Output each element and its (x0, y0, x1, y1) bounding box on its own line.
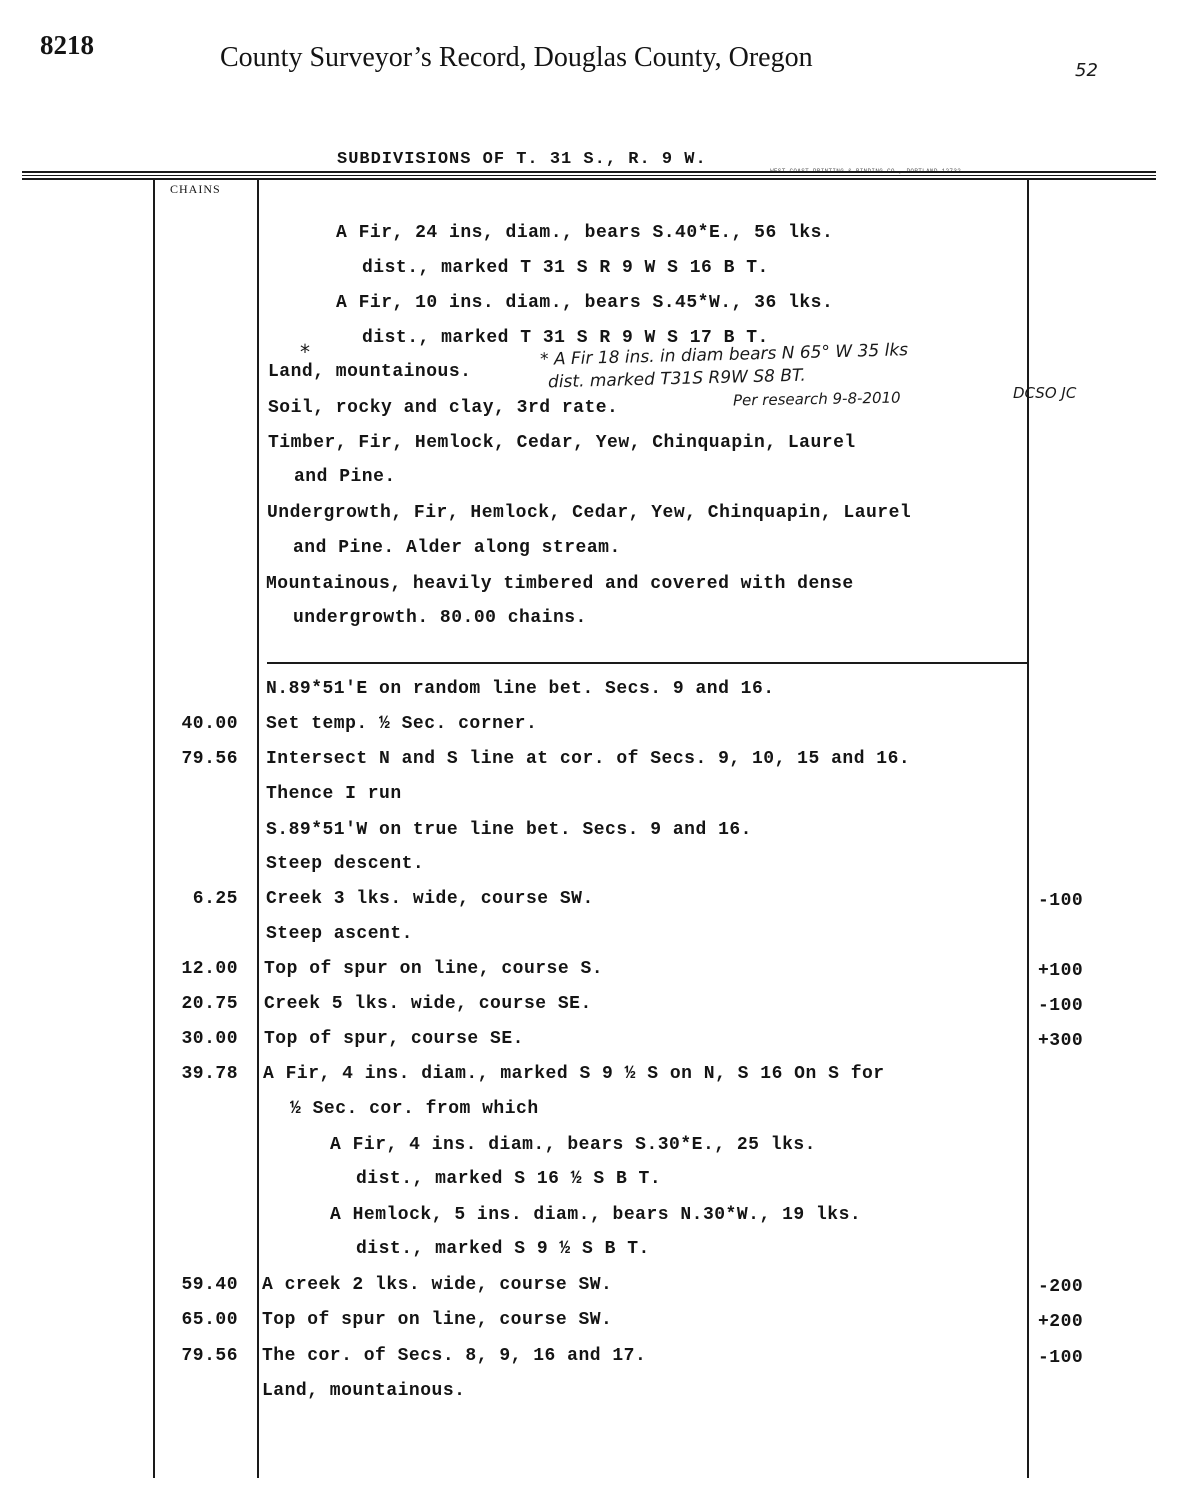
entry-chains: 79.56 (181, 1346, 238, 1366)
top-rule-2 (22, 175, 1156, 176)
upper-entry: Undergrowth, Fir, Hemlock, Cedar, Yew, Chinquapin, Laurel (267, 503, 912, 523)
section-divider (267, 662, 1029, 664)
entry-text: Creek 3 lks. wide, course SW. (266, 889, 594, 909)
entry-elevation: -200 (1038, 1277, 1084, 1297)
entry-elevation: +300 (1038, 1031, 1084, 1051)
entry-text: A Fir, 4 ins. diam., bears S.30*E., 25 lks. (330, 1135, 816, 1155)
entry-chains: 65.00 (181, 1310, 238, 1330)
section-heading: SUBDIVISIONS OF T. 31 S., R. 9 W. (337, 150, 707, 169)
top-rule-1 (22, 171, 1156, 173)
entry-text: Intersect N and S line at cor. of Secs. 9, 10, 15 and 16. (266, 749, 911, 769)
entry-elevation: -100 (1038, 996, 1084, 1016)
entry-elevation: +100 (1038, 961, 1084, 981)
entry-text: dist., marked S 16 ½ S B T. (356, 1169, 662, 1189)
upper-entry: dist., marked T 31 S R 9 W S 17 B T. (362, 328, 769, 348)
handwritten-note-line2: dist. marked T31S R9W S8 BT. (547, 365, 807, 393)
upper-entry: Soil, rocky and clay, 3rd rate. (268, 398, 619, 418)
page-mark: 52 (1075, 60, 1098, 81)
entry-text: Top of spur on line, course SW. (262, 1310, 613, 1330)
entry-text: N.89*51'E on random line bet. Secs. 9 and 16. (266, 679, 775, 699)
upper-entry: Land, mountainous. (268, 362, 472, 382)
entry-chains: 59.40 (181, 1275, 238, 1295)
entry-text: Top of spur, course SE. (264, 1029, 524, 1049)
entry-elevation: -100 (1038, 1348, 1084, 1368)
upper-entry: Timber, Fir, Hemlock, Cedar, Yew, Chinquapin, Laurel (268, 433, 856, 453)
entry-chains: 20.75 (181, 994, 238, 1014)
entry-text: A creek 2 lks. wide, course SW. (262, 1275, 613, 1295)
entry-text: Thence I run (266, 784, 402, 804)
handwritten-note-line1: * A Fir 18 ins. in diam bears N 65° W 35 lks (539, 340, 909, 370)
upper-entry: undergrowth. 80.00 chains. (293, 608, 587, 628)
entry-chains: 40.00 (181, 714, 238, 734)
handwritten-initials: DCSO JC (1013, 384, 1077, 402)
handwritten-asterisk: * (300, 340, 310, 364)
entry-chains: 39.78 (181, 1064, 238, 1084)
entry-text: ½ Sec. cor. from which (290, 1099, 539, 1119)
upper-entry: and Pine. Alder along stream. (293, 538, 621, 558)
page-title: County Surveyor’s Record, Douglas County, Oregon (220, 42, 813, 73)
elevation-column-line (1027, 180, 1029, 1478)
left-margin-line (153, 180, 155, 1478)
upper-entry: A Fir, 10 ins. diam., bears S.45*W., 36 lks. (336, 293, 834, 313)
entry-elevation: +200 (1038, 1312, 1084, 1332)
chains-column-line (257, 180, 259, 1478)
entry-text: The cor. of Secs. 8, 9, 16 and 17. (262, 1346, 647, 1366)
top-rule-3 (22, 178, 1156, 180)
upper-entry: A Fir, 24 ins, diam., bears S.40*E., 56 lks. (336, 223, 834, 243)
upper-entry: dist., marked T 31 S R 9 W S 16 B T. (362, 258, 769, 278)
entry-text: S.89*51'W on true line bet. Secs. 9 and 16. (266, 820, 752, 840)
entry-text: Set temp. ½ Sec. corner. (266, 714, 538, 734)
entry-text: Land, mountainous. (262, 1381, 466, 1401)
entry-chains: 12.00 (181, 959, 238, 979)
entry-text: A Hemlock, 5 ins. diam., bears N.30*W., 19 lks. (330, 1205, 862, 1225)
entry-text: Steep descent. (266, 854, 425, 874)
entry-text: dist., marked S 9 ½ S B T. (356, 1239, 650, 1259)
record-number: 8218 (40, 30, 94, 60)
entry-text: A Fir, 4 ins. diam., marked S 9 ½ S on N, S 16 On S for (263, 1064, 885, 1084)
upper-entry: Mountainous, heavily timbered and covered with dense (266, 574, 854, 594)
handwritten-note-line3: Per research 9-8-2010 (732, 388, 901, 410)
entry-text: Creek 5 lks. wide, course SE. (264, 994, 592, 1014)
entry-elevation: -100 (1038, 891, 1084, 911)
entry-chains: 6.25 (192, 889, 238, 909)
entry-chains: 79.56 (181, 749, 238, 769)
entry-chains: 30.00 (181, 1029, 238, 1049)
entry-text: Steep ascent. (266, 924, 413, 944)
upper-entry: and Pine. (294, 467, 396, 487)
chains-column-header: CHAINS (170, 182, 221, 196)
entry-text: Top of spur on line, course S. (264, 959, 604, 979)
